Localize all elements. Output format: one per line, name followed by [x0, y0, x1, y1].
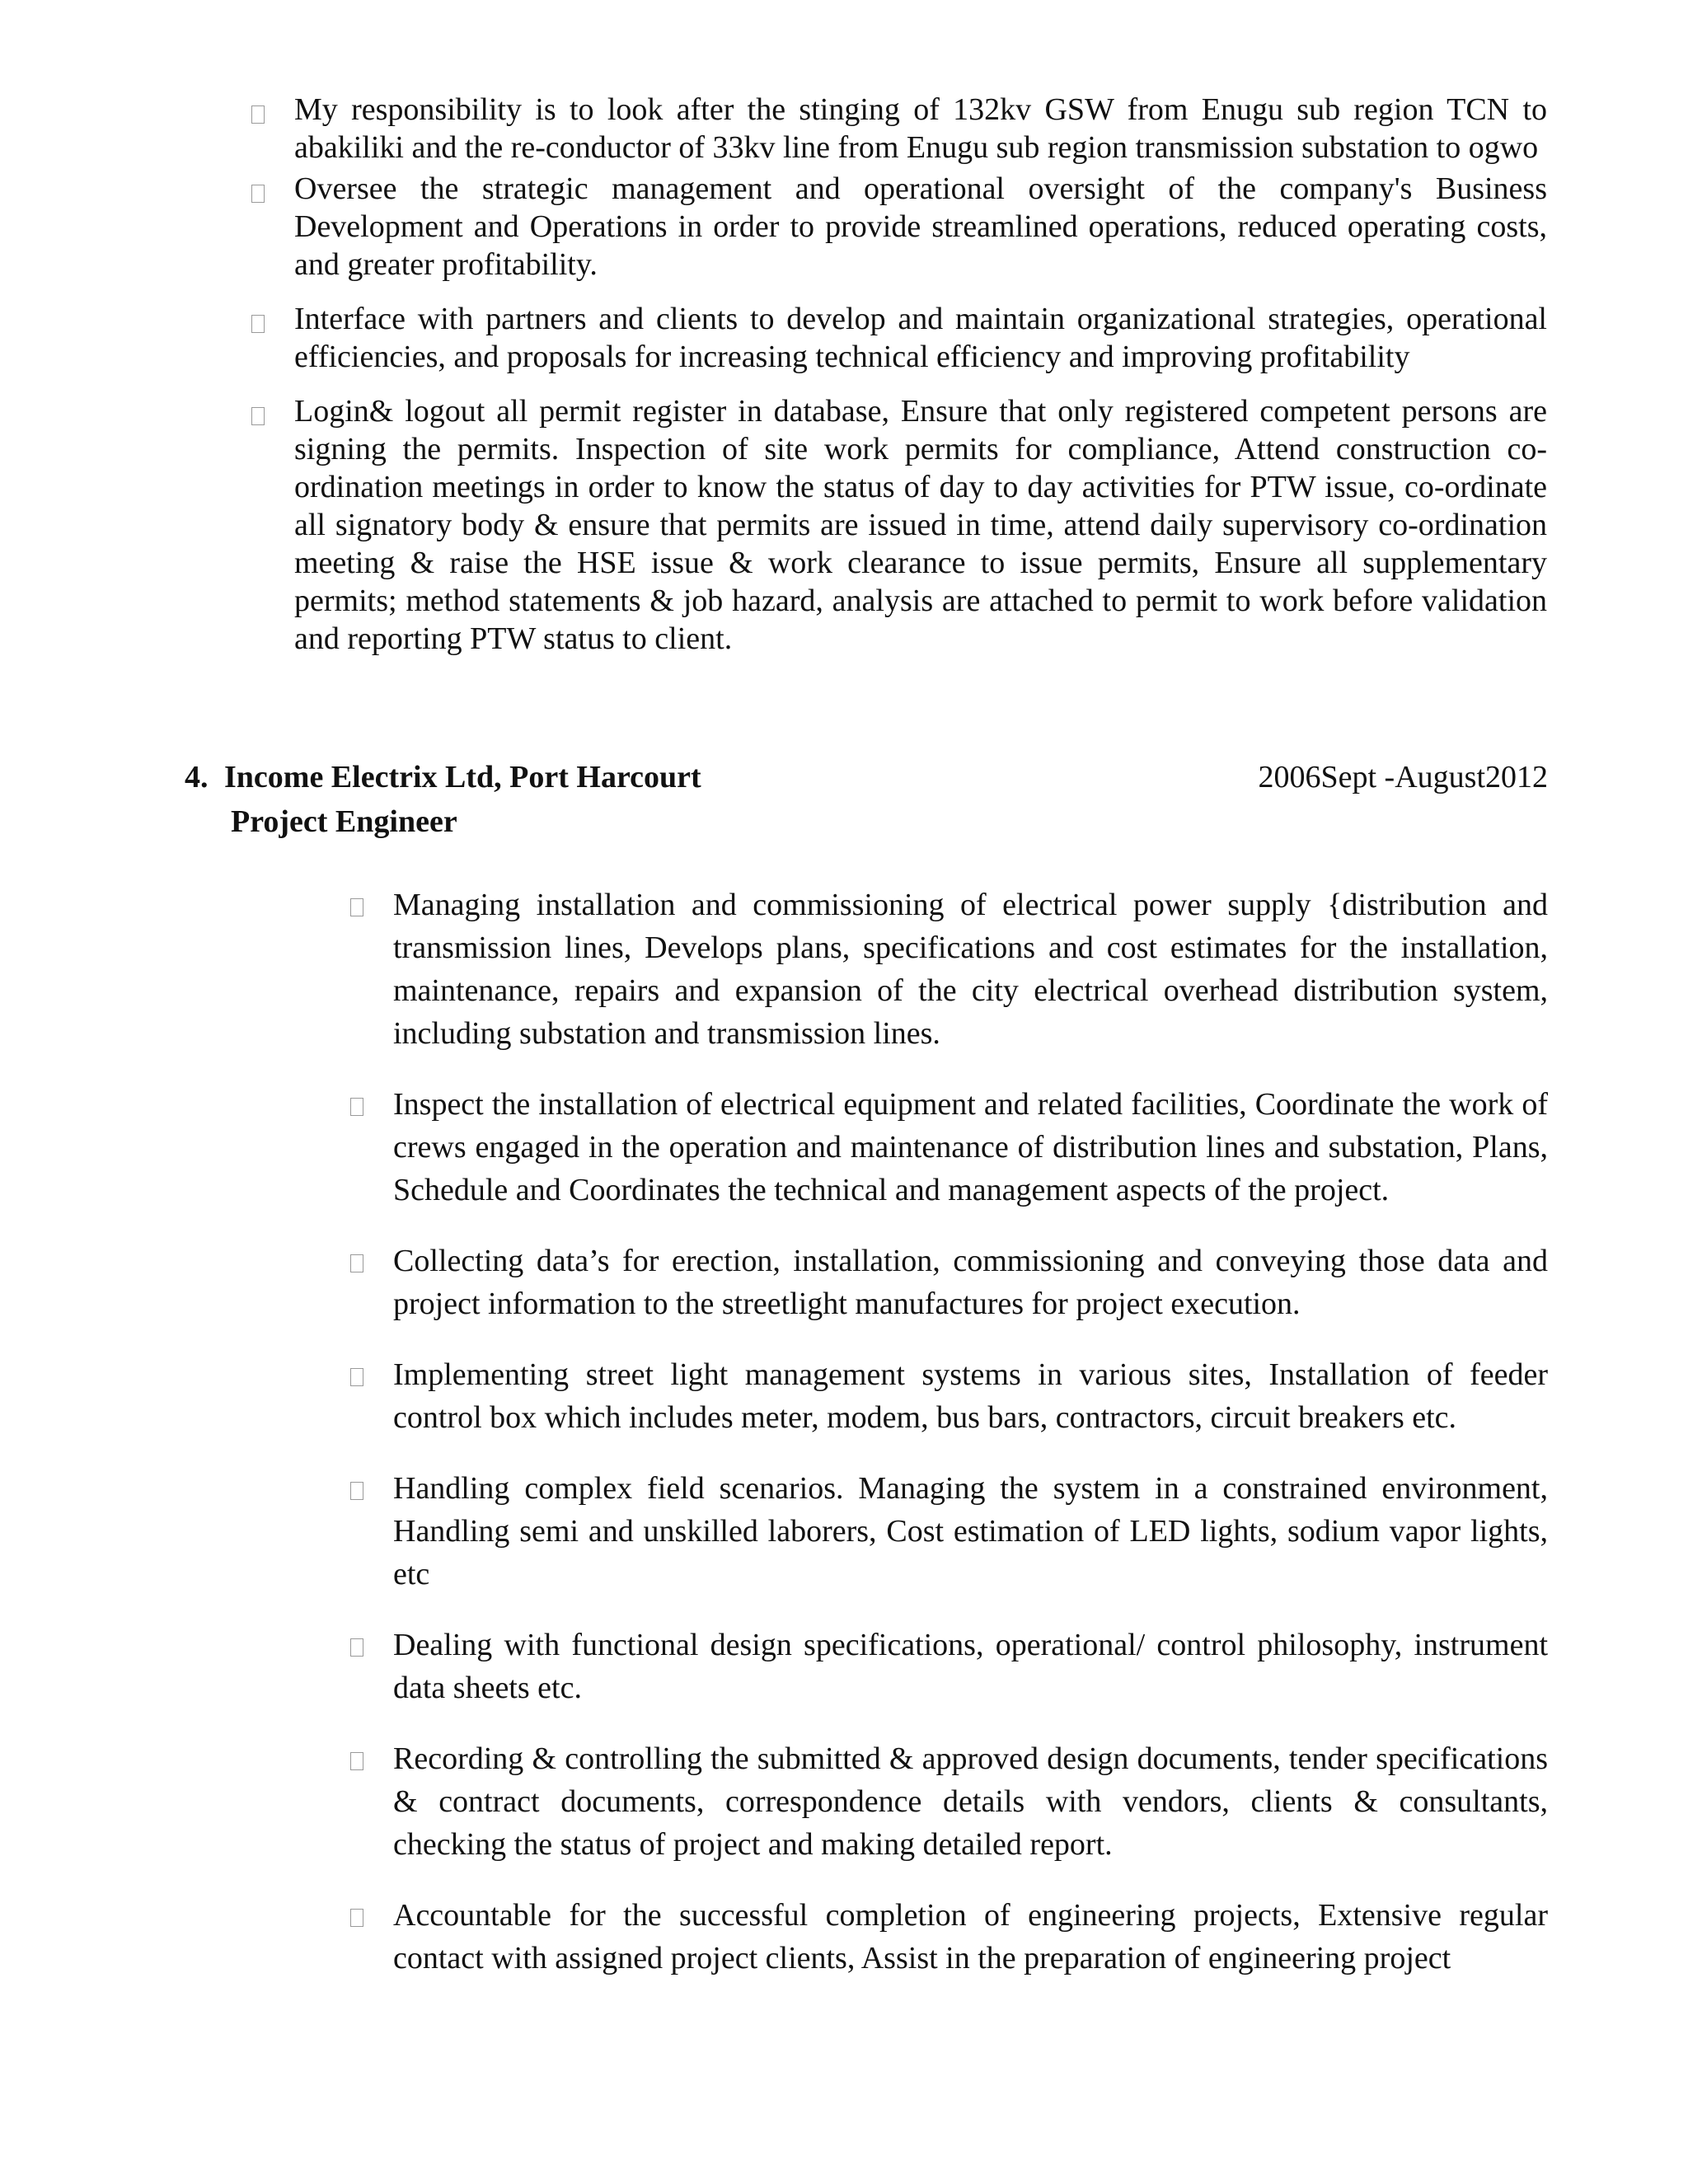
bullet-text: Managing installation and commissioning of electrical power supply {distribution and transmission lines, Develops plans, specifications and cost estimates for the installation, maintenance, repairs and expansion of the city electrical overhead distribution system, including substation and transmission lines. [393, 888, 1548, 1051]
list-item [294, 300, 1547, 376]
bullet-text: Dealing with functional design specifications, operational/ control philosophy, instrument data sheets etc. [393, 1628, 1548, 1705]
bullet-text: Login& logout all permit register in database, Ensure that only registered competent persons are signing the permits. Inspection of site work permits for compliance, Attend construction co-ordination meetings in order to know the status of day to day activities for PTW issue, co-ordinate all signatory body & ensure that permits are issued in time, attend daily supervisory co-ordination meeting & raise the HSE issue & work clearance to issue permits, Ensure all supplementary permits; method statements & job hazard, analysis are attached to permit to work before validation and reporting PTW status to client. [294, 394, 1547, 656]
bullet-placeholder-icon [350, 1638, 363, 1657]
company-name: Income Electrix Ltd, Port Harcourt [224, 760, 701, 794]
list-item [393, 1083, 1548, 1212]
bullet-text: Accountable for the successful completion of engineering projects, Extensive regular contact with assigned project clients, Assist in the preparation of engineering project [393, 1898, 1548, 1975]
job-role: Project Engineer [231, 804, 457, 839]
list-item [393, 1737, 1548, 1866]
bullet-placeholder-icon [350, 1098, 363, 1116]
list-item [393, 1467, 1548, 1596]
previous-job-bullet-list [294, 91, 1547, 674]
employment-dates: 2006Sept -August2012 [1258, 760, 1548, 794]
list-item [294, 392, 1547, 658]
bullet-text: Handling complex field scenarios. Managing the system in a constrained environment, Handling semi and unskilled laborers, Cost estimation of LED lights, sodium vapor lights, etc [393, 1471, 1548, 1591]
bullet-text: Implementing street light management systems in various sites, Installation of feeder control box which includes meter, modem, bus bars, contractors, circuit breakers etc. [393, 1357, 1548, 1435]
bullet-text: Oversee the strategic management and operational oversight of the company's Business Development and Operations in order to provide streamlined operations, reduced operating costs, and greater profitability. [294, 171, 1547, 282]
list-item [393, 883, 1548, 1055]
list-item [393, 1353, 1548, 1439]
list-item [393, 1240, 1548, 1325]
bullet-text: My responsibility is to look after the stinging of 132kv GSW from Enugu sub region TCN to abakiliki and the re-conductor of 33kv line from Enugu sub region transmission substation to ogwo [294, 92, 1547, 165]
job-responsibilities-list [393, 883, 1548, 2008]
job-heading [185, 757, 1548, 798]
bullet-placeholder-icon [350, 898, 363, 916]
bullet-placeholder-icon [251, 407, 265, 425]
bullet-placeholder-icon [350, 1752, 363, 1770]
list-item [393, 1894, 1548, 1980]
bullet-placeholder-icon [350, 1368, 363, 1386]
bullet-text: Collecting data’s for erection, installation, commissioning and conveying those data and project information to the streetlight manufactures for project execution. [393, 1244, 1548, 1321]
bullet-text: Inspect the installation of electrical equipment and related facilities, Coordinate the work of crews engaged in the operation and maintenance of distribution lines and substation, Plans, Schedule and Coordinates the technical and management aspects of the project. [393, 1087, 1548, 1207]
bullet-placeholder-icon [350, 1254, 363, 1272]
bullet-text: Interface with partners and clients to develop and maintain organizational strategies, operational efficiencies, and proposals for increasing technical efficiency and improving profitability [294, 302, 1547, 374]
bullet-text: Recording & controlling the submitted & approved design documents, tender specifications & contract documents, correspondence details with vendors, clients & consultants, checking the status of project and making detailed report. [393, 1741, 1548, 1862]
bullet-placeholder-icon [350, 1482, 363, 1500]
bullet-placeholder-icon [251, 315, 265, 333]
list-item [393, 1624, 1548, 1709]
bullet-placeholder-icon [251, 105, 265, 124]
list-item [294, 91, 1547, 166]
job-number: 4. [185, 760, 209, 794]
bullet-placeholder-icon [350, 1909, 363, 1927]
list-item [294, 170, 1547, 284]
bullet-placeholder-icon [251, 185, 265, 203]
